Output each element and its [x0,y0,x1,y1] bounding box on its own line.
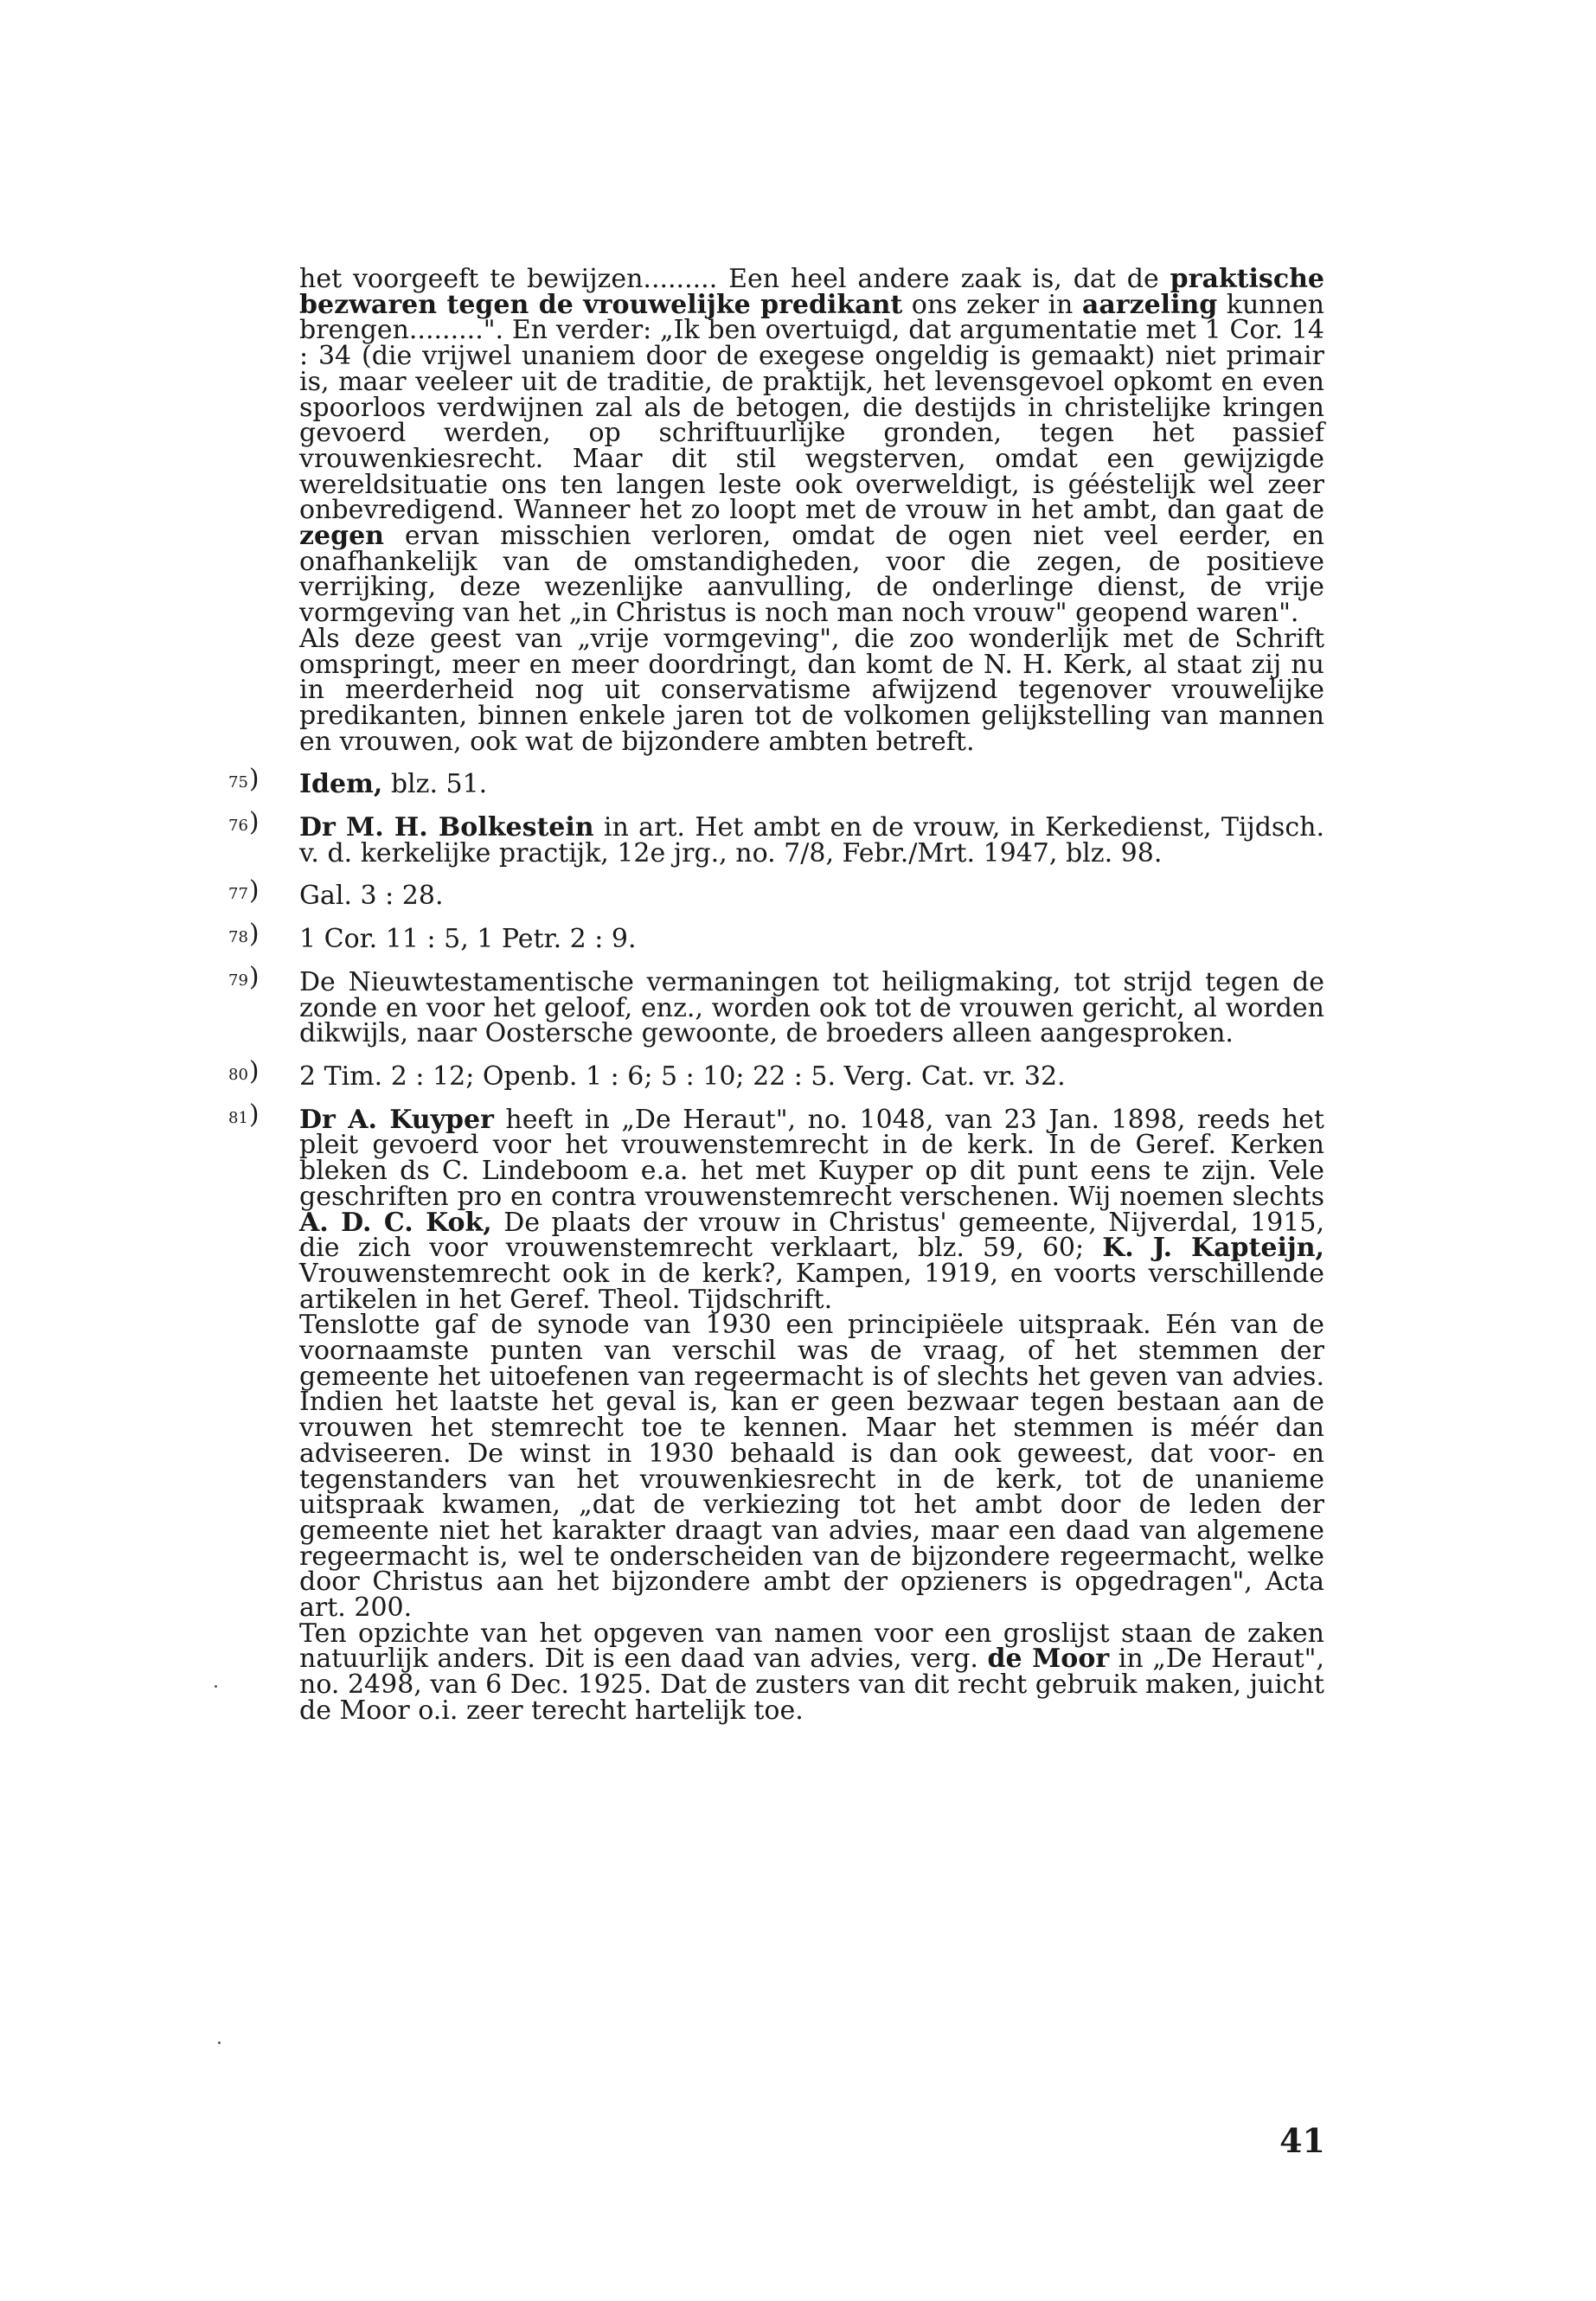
footnote-77 [228,881,1324,912]
text-run: ons zeker in [902,289,1082,320]
bold-run: A. D. C. Kok, [299,1207,492,1238]
footnote-81-paragraph-1 [299,1104,1324,1315]
footnote-text: 2 Tim. 2 : 12; Openb. 1 : 6; 5 : 10; 22 : 5. Verg. Cat. vr. 32. [299,1061,1066,1092]
footnote-number: 80 ) [228,1059,260,1088]
footnote-75 [228,769,1324,800]
bold-run: de Moor [987,1644,1110,1675]
text-run: Ten opzichte van het opgeven van namen voor een groslijst staan de zaken natuurlijk anders. Dit is een daad van advies, verg. [299,1618,1324,1675]
text-block [228,264,1325,1726]
footnote-81 [228,1104,1325,1726]
footnote-text: De Nieuwtestamentische vermaningen tot heiligmaking, tot strijd tegen de zonde en voor het geloof, enz., worden ook tot de vrouwen gericht, al worden dikwijls, naar Oostersche gewoonte, de broeders alleen aangesproken. [299,966,1324,1049]
bold-run: K. J. Kapteijn, [1102,1233,1324,1264]
page-number: 41 [1279,2121,1325,2160]
bold-run: Dr A. Kuyper [299,1104,494,1135]
footnote-text: blz. 51. [382,769,488,800]
text-run: ervan misschien verloren, omdat de ogen niet veel eerder, en onafhankelijk van de omstandigheden, voor die zegen, de positieve verrijking, deze wezenlijke aanvulling, de onderlinge dienst, de vrije vormgeving van het „in Christus is noch man noch vrouw" geopend waren". [299,521,1324,629]
footnote-number: 79 ) [228,965,260,994]
footnote-78 [228,924,1324,955]
text-run: kunnen brengen.........". En verder: „Ik ben overtuigd, dat argumentatie met 1 Cor. 14 : 34 (die vrijwel unaniem door de exegese ongeldig is gemaakt) niet primair is, maar veeleer uit de traditie, de praktijk, het levensgevoel opkomt en even spoorloos verdwijnen zal als de betogen, die destijds in christelijke kringen gevoerd werden, op schriftuurlijke gronden, tegen het passief vrouwenkiesrecht. Maar dit stil wegsterven, omdat een gewijzigde wereldsituatie ons ten langen leste ook overweldigt, is gééstelijk wel zeer onbevredigend. Wanneer het zo loopt met de vrouw in het ambt, dan gaat de [299,289,1324,526]
bold-run: aarzeling [1081,289,1218,320]
text-run: het voorgeeft te bewijzen......... Een heel andere zaak is, dat de [299,264,1170,294]
footnote-81-paragraph-3 [299,1618,1325,1726]
bold-run: praktische bezwaren tegen de vrouwelijke predikant [299,264,1324,320]
footnote-81-paragraph-2: Tenslotte gaf de synode van 1930 een principiëele uitspraak. Eén van de voornaamste punten van verschil was de vraag, of het stemmen der gemeente het uitoefenen van regeermacht is of slechts het geven van advies. Indien het laatste het geval is, kan er geen bezwaar tegen bestaan aan de vrouwen het stemrecht toe te kennen. Maar het stemmen is méér dan adviseeren. De winst in 1930 behaald is dan ook geweest, dat voor- en tegenstanders van het vrouwenkiesrecht in de kerk, tot de unanieme uitspraak kwamen, „dat de verkiezing tot het ambt door de leden der gemeente niet het karakter draagt van advies, maar een daad van algemene regeermacht is, wel te onderscheiden van de bijzondere regeermacht, welke door Christus aan het bijzondere ambt der opzieners is opgedragen", Acta art. 200. [299,1310,1324,1624]
footnote-text: Gal. 3 : 28. [299,881,444,912]
footnote-80 [228,1061,1324,1092]
scan-speck [218,2041,221,2044]
text-run: in „De Heraut", no. 2498, van 6 Dec. 1925. Dat de zusters van dit recht gebruik maken, juicht de Moor o.i. zeer terecht hartelijk toe. [299,1644,1325,1726]
scan-speck [215,1685,217,1688]
body-paragraph-2: Als deze geest van „vrije vormgeving", die zoo wonderlijk met de Schrift omspringt, meer en meer doordringt, dan komt de N. H. Kerk, al staat zij nu in meerderheid nog uit conservatisme afwijzend tegenover vrouwelijke predikanten, binnen enkele jaren tot de volkomen gelijkstelling van mannen en vrouwen, ook wat de bijzondere ambten betreft. [299,623,1324,757]
footnote-number: 77 ) [228,878,260,907]
text-run: heeft in „De Heraut", no. 1048, van 23 Jan. 1898, reeds het pleit gevoerd voor het vrouwenstemrecht in de kerk. In de Geref. Kerken bleken ds C. Lindeboom e.a. het met Kuyper op dit punt eens te zijn. Vele geschriften pro en contra vrouwenstemrecht verschenen. Wij noemen slechts [299,1104,1324,1212]
footnote-number: 78 ) [228,921,260,951]
bold-run: Idem, [299,769,383,800]
bold-run: zegen [299,521,384,552]
footnote-text: 1 Cor. 11 : 5, 1 Petr. 2 : 9. [299,924,637,955]
text-run: De plaats der vrouw in Christus' gemeente, Nijverdal, 1915, die zich voor vrouwenstemrecht verklaart, blz. 59, 60; [299,1207,1324,1264]
footnote-number: 76 ) [228,810,260,839]
footnote-number: 75 ) [228,766,260,796]
text-run: Vrouwenstemrecht ook in de kerk?, Kampen, 1919, en voorts verschillende artikelen in het Geref. Theol. Tijdschrift. [299,1258,1324,1315]
footnote-text: in art. Het ambt en de vrouw, in Kerkedienst, Tijdsch. v. d. kerkelijke practijk, 12e jrg., no. 7/8, Febr./Mrt. 1947, blz. 98. [299,812,1324,868]
body-paragraph-1 [299,264,1324,629]
footnote-79 [228,966,1324,1049]
footnote-76 [228,812,1324,868]
footnote-number: 81 ) [228,1102,260,1131]
bold-run: Dr M. H. Bolkestein [299,812,594,843]
